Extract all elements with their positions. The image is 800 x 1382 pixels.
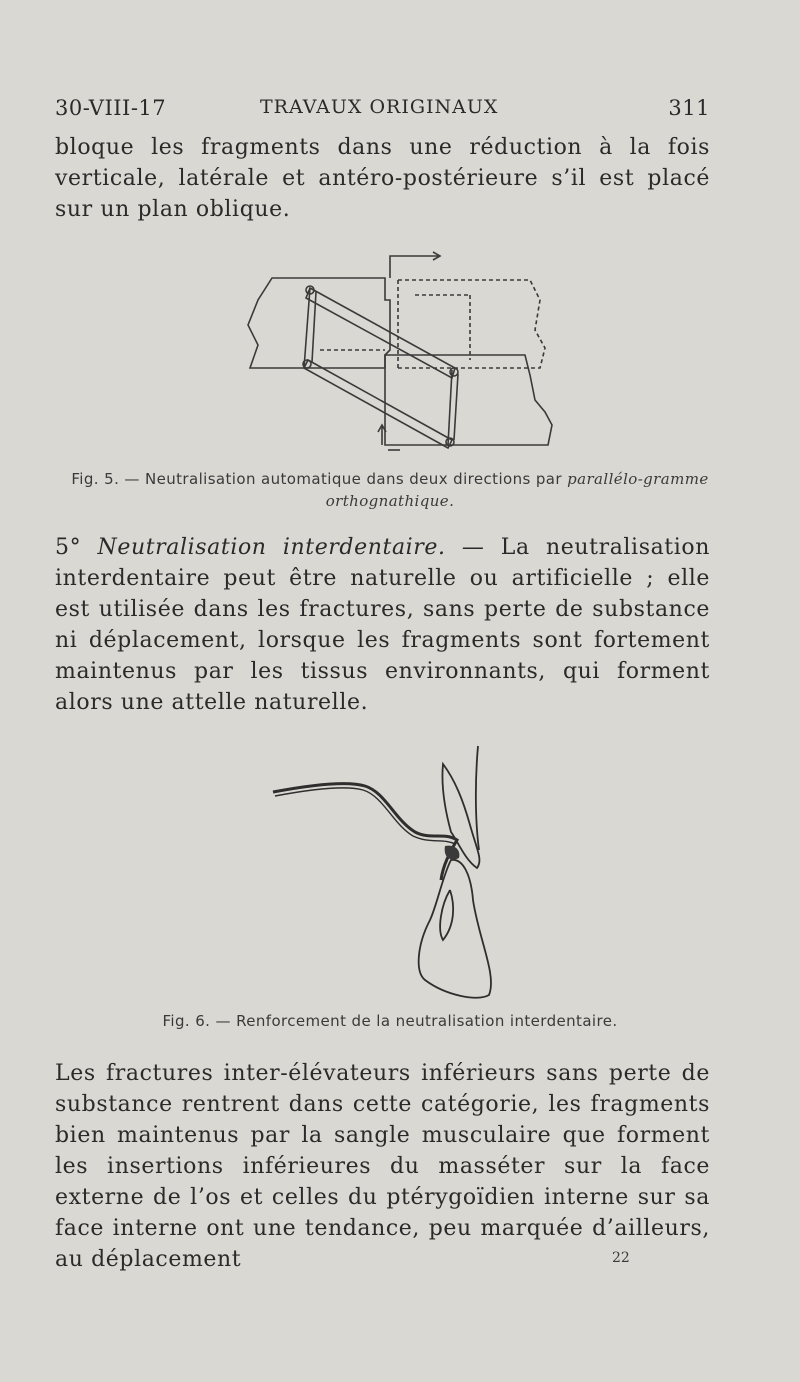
lower-bar (304, 360, 452, 448)
right-bar (448, 370, 458, 445)
section-5-paragraph (55, 532, 710, 718)
paragraph-fractures: Les fractures inter-élévateurs inférieurs sans perte de substance rentrent dans cette catégorie, les fragments bien maintenus par la sangle musculaire que forment les insertions inférieures du masséter sur la face externe de l’os et celles du ptérygoïdien interne sur sa face interne ont une tendance, peu marquée d’ailleurs, au déplacement (55, 1061, 710, 1272)
left-bone-fragment (248, 278, 390, 368)
wire (273, 784, 457, 880)
figure-6-caption: Fig. 6. — Renforcement de la neutralisation interdentaire. (162, 1012, 618, 1030)
paragraph-continuation: bloque les fragments dans une réduction à la fois verticale, latérale et antéro-postérieure s’il est placé sur un plan oblique. (55, 135, 710, 222)
figure-5-diagram (240, 250, 570, 455)
signature-mark: 22 (612, 1250, 630, 1266)
section-number: 5° (55, 535, 82, 560)
page-number: 311 (668, 96, 710, 120)
header-title: TRAVAUX ORIGINAUX (260, 96, 499, 118)
running-header (55, 96, 710, 126)
upper-bar (306, 288, 455, 378)
figure-6-diagram (265, 740, 505, 1005)
lower-tooth (419, 860, 491, 998)
figure-5-caption (70, 468, 710, 512)
figure-5-caption-italic: parallélo-gramme orthognathique. (325, 470, 709, 510)
arrow-top (390, 256, 440, 278)
section-heading: Neutralisation interdentaire. (97, 535, 446, 560)
section-body: — La neutralisation interdentaire peut être naturelle ou artificielle ; elle est utilisée dans les fractures, sans perte de substance ni déplacement, lorsque les fragments sont fortement maintenus par les tissus environnants, qui forment alors une attelle naturelle. (55, 535, 710, 715)
figure-5-caption-text: Fig. 5. — Neutralisation automatique dans deux directions par (71, 470, 562, 488)
header-date: 30-VIII-17 (55, 96, 167, 120)
